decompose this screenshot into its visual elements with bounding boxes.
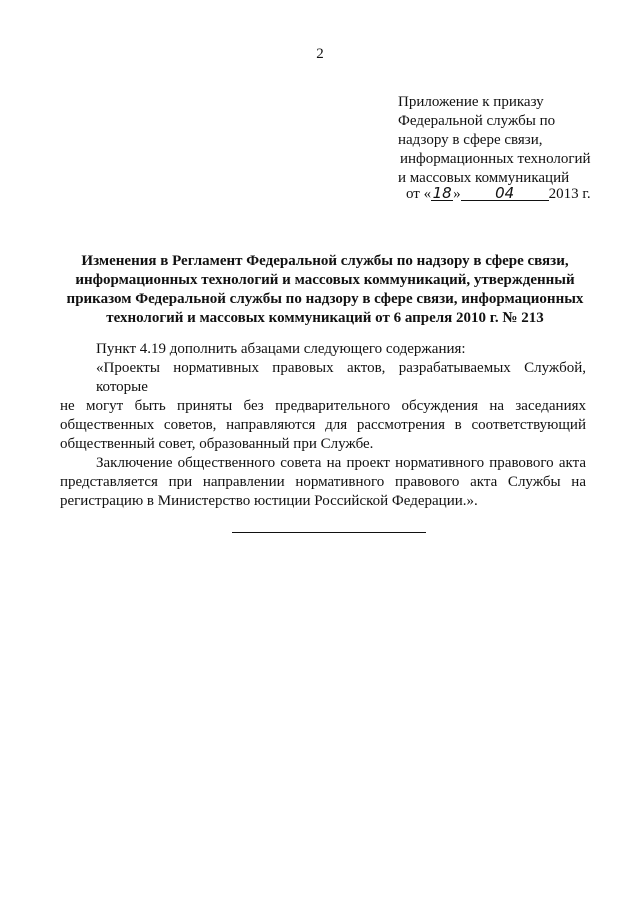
title-line: приказом Федеральной службы по надзору в сфере связи, информационных <box>66 291 584 307</box>
date-month: 04 <box>461 186 549 201</box>
paragraph-intro: Пункт 4.19 дополнить абзацами следующего содержания: <box>96 341 466 357</box>
title-line: технологий и массовых коммуникаций от 6 апреля 2010 г. № 213 <box>106 310 544 326</box>
annex-line: и массовых коммуникаций <box>398 170 570 186</box>
date-day: 18 <box>432 184 452 202</box>
date-mid: » <box>453 186 461 202</box>
paragraph-line: общественный совет, образованный при Службе. <box>60 436 374 452</box>
annex-header <box>398 93 638 188</box>
paragraph-line: регистрацию в Министерство юстиции Российской Федерации.». <box>60 493 478 509</box>
paragraph-line: представляется при направлении нормативного правового акта Службы на <box>60 474 586 490</box>
title-line: информационных технологий и массовых коммуникаций, утвержденный <box>75 272 575 288</box>
date-prefix: от « <box>406 186 432 202</box>
annex-line: надзору в сфере связи, <box>398 132 543 148</box>
end-rule <box>232 532 426 533</box>
date-year: 2013 г. <box>548 186 591 202</box>
annex-line: информационных технологий <box>400 151 591 167</box>
title-line: Изменения в Регламент Федеральной службы по надзору в сфере связи, <box>81 253 569 269</box>
annex-date <box>406 186 591 203</box>
page-number: 2 <box>316 46 324 62</box>
paragraph-line: общественных советов, направляются для рассмотрения в соответствующий <box>60 417 586 433</box>
document-title <box>60 252 590 328</box>
paragraph-line: не могут быть приняты без предварительного обсуждения на заседаниях <box>60 398 586 414</box>
annex-line: Приложение к приказу <box>398 94 544 110</box>
document-body <box>60 340 586 511</box>
paragraph-line: Заключение общественного совета на проект нормативного правового акта <box>96 455 586 471</box>
paragraph-line: «Проекты нормативных правовых актов, разрабатываемых Службой, которые <box>96 360 586 395</box>
annex-line: Федеральной службы по <box>398 113 556 129</box>
